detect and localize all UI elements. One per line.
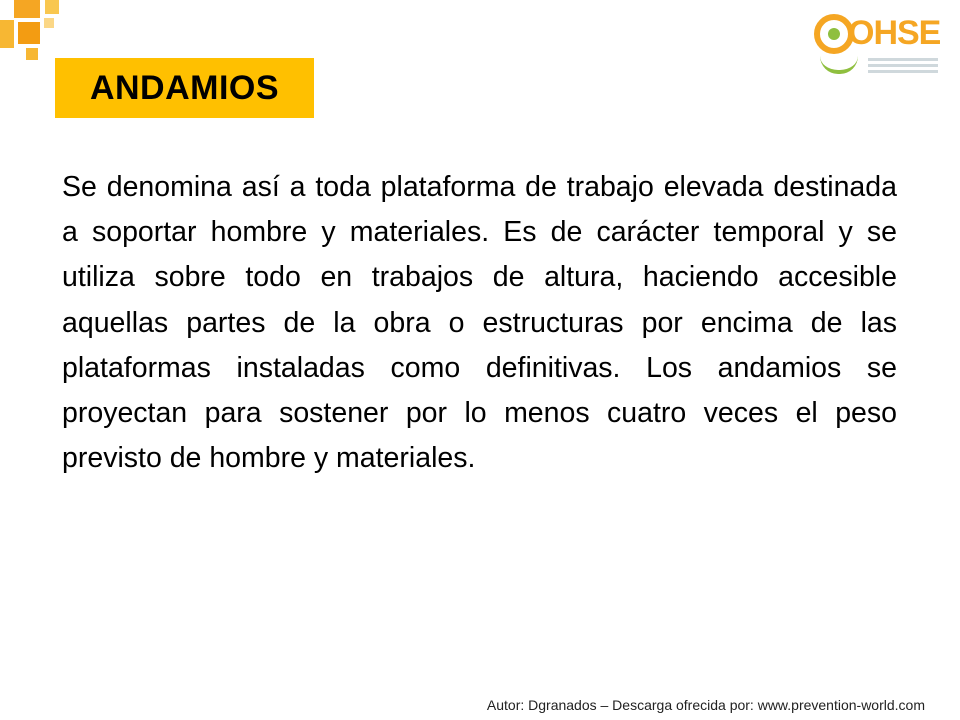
slide-body-text: Se denomina así a toda plataforma de trabajo elevada destinada a soportar hombre y materiales. Es de carácter temporal y se utiliza sobre todo en trabajos de altura, haciendo accesible aquellas partes de la obra o estructuras por encima de las plataformas instaladas como definitivas. Los andamios se proyectan para sostener por lo menos cuatro veces el peso previsto de hombre y materiales. [62, 171, 897, 475]
corner-decoration [45, 0, 59, 14]
ohse-logo-icon [814, 10, 944, 88]
corner-decoration [0, 20, 14, 48]
corner-decoration [14, 0, 40, 18]
logo-wordmark: OHSE [848, 14, 941, 52]
logo-swoosh-icon [820, 56, 858, 74]
slide-title: ANDAMIOS [55, 58, 314, 118]
corner-decoration [26, 48, 38, 60]
footer-credit: Autor: Dgranados – Descarga ofrecida por: www.prevention-world.com [486, 697, 925, 713]
logo-tagline [868, 58, 938, 82]
corner-decoration [18, 22, 40, 44]
corner-decoration [44, 18, 54, 28]
